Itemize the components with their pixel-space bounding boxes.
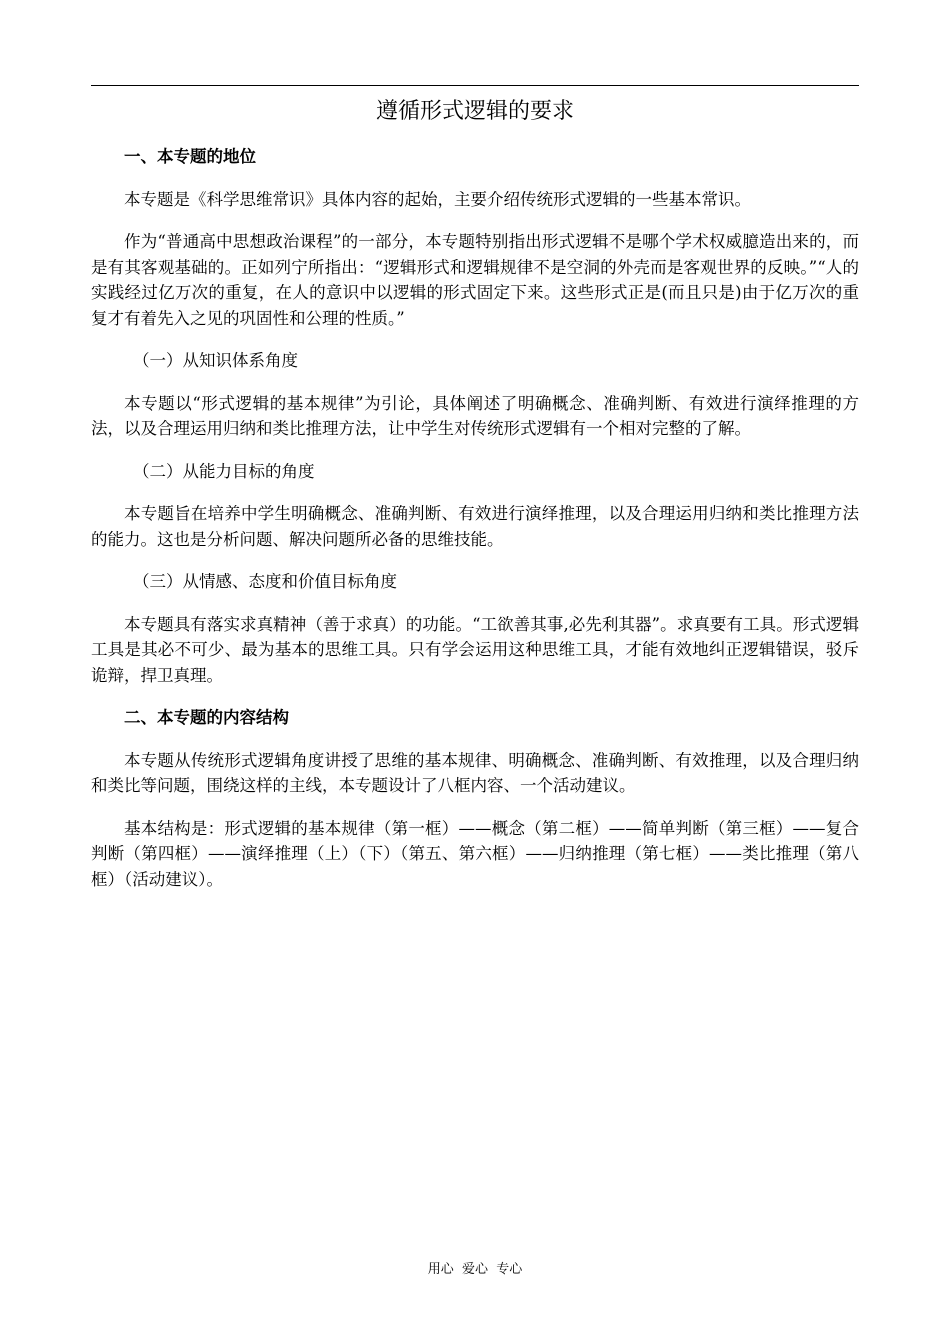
- paragraph: 本专题旨在培养中学生明确概念、准确判断、有效进行演绎推理，以及合理运用归纳和类比推理方法的能力。这也是分析问题、解决问题所必备的思维技能。: [91, 504, 859, 549]
- section-heading-structure: 二、本专题的内容结构: [124, 708, 289, 727]
- header-rule: [91, 85, 859, 86]
- paragraph: 基本结构是：形式逻辑的基本规律（第一框）——概念（第二框）——简单判断（第三框）——复合判断（第四框）——演绎推理（上）（下）（第五、第六框）——归纳推理（第七框）——类比推理（第八框）（活动建议）。: [91, 818, 859, 889]
- paragraph: 作为“普通高中思想政治课程”的一部分，本专题特别指出形式逻辑不是哪个学术权威臆造出来的，而是有其客观基础的。正如列宁所指出：“逻辑形式和逻辑规律不是空洞的外壳而是客观世界的反映。”“人的实践经过亿万次的重复，在人的意识中以逻辑的形式固定下来。这些形式正是(而且只是)由于亿万次的重复才有着先入之见的巩固性和公理的性质。”: [91, 232, 859, 328]
- subsection-heading-ability: （二）从能力目标的角度: [133, 461, 315, 481]
- paragraph: 本专题以“形式逻辑的基本规律”为引论，具体阐述了明确概念、准确判断、有效进行演绎推理的方法，以及合理运用归纳和类比推理方法，让中学生对传统形式逻辑有一个相对完整的了解。: [91, 393, 859, 438]
- page-title: 遵循形式逻辑的要求: [375, 99, 574, 124]
- subsection-heading-values: （三）从情感、态度和价值目标角度: [133, 572, 397, 591]
- paragraph: 本专题具有落实求真精神（善于求真）的功能。“工欲善其事,必先利其器”。求真要有工具。形式逻辑工具是其必不可少、最为基本的思维工具。只有学会运用这种思维工具，才能有效地纠正逻辑错误，驳斥诡辩，捍卫真理。: [91, 614, 859, 685]
- section-heading-position: 一、本专题的地位: [124, 147, 256, 166]
- paragraph: 本专题是《科学思维常识》具体内容的起始，主要介绍传统形式逻辑的一些基本常识。: [124, 189, 751, 209]
- document-body: [91, 144, 859, 909]
- paragraph: 本专题从传统形式逻辑角度讲授了思维的基本规律、明确概念、准确判断、有效推理，以及合理归纳和类比等问题，围绕这样的主线，本专题设计了八框内容、一个活动建议。: [91, 750, 859, 795]
- page-footer: 用心 爱心 专心: [427, 1262, 523, 1277]
- subsection-heading-knowledge: （一）从知识体系角度: [133, 351, 298, 370]
